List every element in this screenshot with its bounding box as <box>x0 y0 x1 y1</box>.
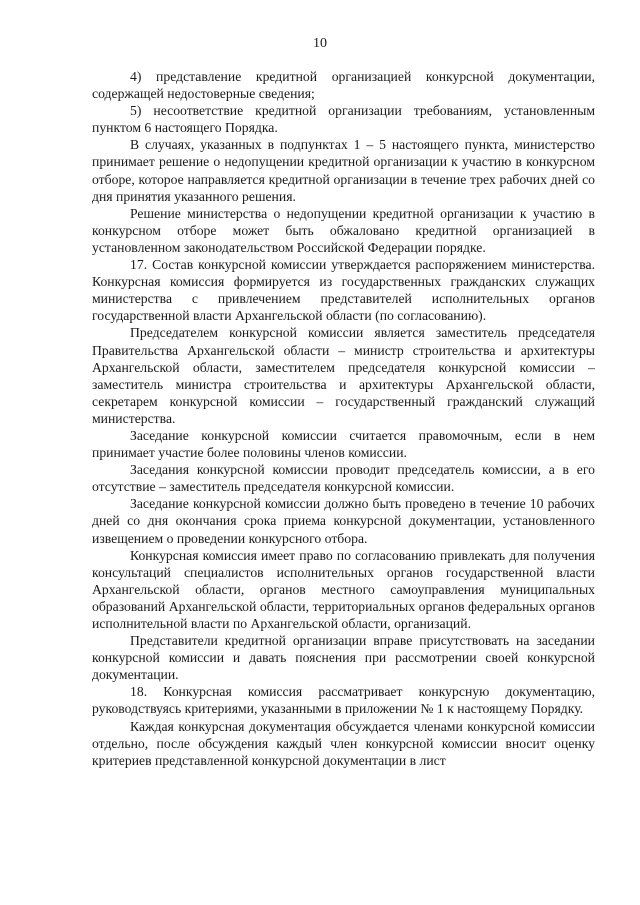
paragraph: 18. Конкурсная комиссия рассматривает конкурсную документацию, руководствуясь критериями, указанными в приложении № 1 к настоящему Порядку. <box>92 684 595 717</box>
paragraph: Конкурсная комиссия имеет право по согласованию привлекать для получения консультаций специалистов исполнительных органов государственной власти Архангельской области, органов местного самоуправления муниципальных образований Архангельской области, территориальных органов федеральных органов исполнительной власти по Архангельской области, организаций. <box>92 547 595 631</box>
paragraph: Каждая конкурсная документация обсуждается членами конкурсной комиссии отдельно, после обсуждения каждый член конкурсной комиссии вносит оценку критериев представленной конкурсной документации в лист <box>92 718 595 768</box>
page-number: 10 <box>313 36 327 51</box>
paragraph: Заседание конкурсной комиссии должно быть проведено в течение 10 рабочих дней со дня окончания срока приема конкурсной документации, установленного извещением о проведении конкурсного отбора. <box>92 496 595 546</box>
document-body <box>92 68 595 769</box>
paragraph: Председателем конкурсной комиссии является заместитель председателя Правительства Архангельской области – министр строительства и архитектуры Архангельской области, заместителем председателя конкурсной комиссии – заместитель министра строительства и архитектуры Архангельской области, секретарем конкурсной комиссии – государственный гражданский служащий министерства. <box>92 325 595 426</box>
paragraph: Представители кредитной организации вправе присутствовать на заседании конкурсной комиссии и давать пояснения при рассмотрении своей конкурсной документации. <box>92 633 595 683</box>
paragraph: 17. Состав конкурсной комиссии утверждается распоряжением министерства. Конкурсная комиссия формируется из государственных гражданских служащих министерства с привлечением представителей исполнительных органов государственной власти Архангельской области (по согласованию). <box>92 257 595 324</box>
paragraph: Решение министерства о недопущении кредитной организации к участию в конкурсном отборе может быть обжаловано кредитной организацией в установленном законодательством Российской Федерации порядке. <box>92 205 595 255</box>
paragraph: 4) представление кредитной организацией конкурсной документации, содержащей недостоверные сведения; <box>92 69 595 102</box>
paragraph: Заседания конкурсной комиссии проводит председатель комиссии, а в его отсутствие – заместитель председателя конкурсной комиссии. <box>92 462 595 495</box>
paragraph: Заседание конкурсной комиссии считается правомочным, если в нем принимает участие более половины членов комиссии. <box>92 427 595 461</box>
paragraph: В случаях, указанных в подпунктах 1 – 5 настоящего пункта, министерство принимает решение о недопущении кредитной организации к участию в конкурсном отборе, которое направляется кредитной организации в течение трех рабочих дней со дня принятия указанного решения. <box>92 137 595 204</box>
paragraph: 5) несоответствие кредитной организации требованиям, установленным пунктом 6 настоящего Порядка. <box>92 103 595 136</box>
